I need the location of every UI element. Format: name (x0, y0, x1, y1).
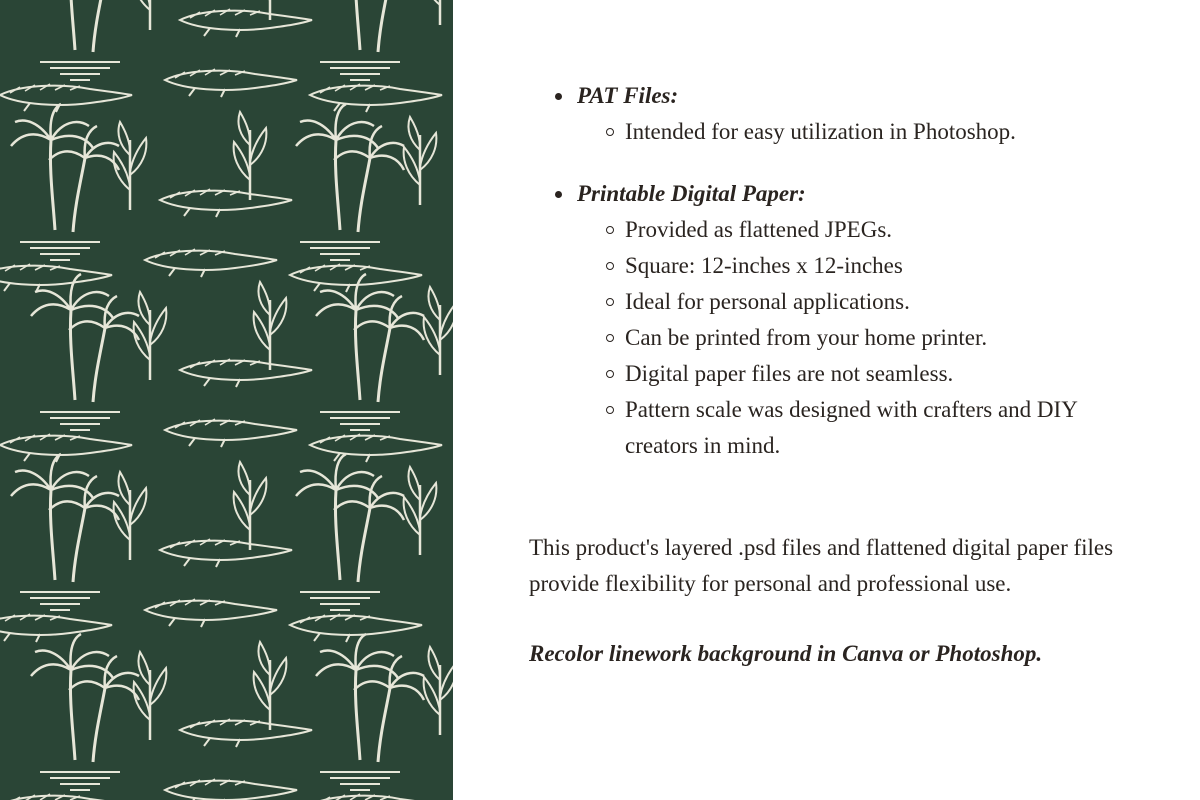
feature-pat-files (529, 78, 1169, 150)
product-details (529, 78, 1169, 672)
list-item: Intended for easy utilization in Photoshop. (625, 114, 1169, 150)
feature-list (529, 78, 1169, 464)
recolor-note: Recolor linework background in Canva or Photoshop. (529, 641, 1043, 666)
list-item: Pattern scale was designed with crafters and DIY creators in mind. (625, 392, 1095, 464)
product-description: This product's layered .psd files and flattened digital paper files provide flexibility for personal and professional use. (529, 535, 1114, 596)
feature-sub-list (577, 114, 1169, 150)
list-item: Can be printed from your home printer. (625, 320, 1169, 356)
list-item: Square: 12-inches x 12-inches (625, 248, 1169, 284)
pattern-illustration (0, 0, 453, 800)
feature-printable-paper (529, 176, 1169, 464)
list-item: Ideal for personal applications. (625, 284, 1169, 320)
feature-sub-list (577, 212, 1169, 464)
list-item: Provided as flattened JPEGs. (625, 212, 1169, 248)
feature-heading: Printable Digital Paper: (577, 181, 806, 206)
pattern-preview (0, 0, 453, 800)
feature-heading: PAT Files: (577, 83, 679, 108)
list-item: Digital paper files are not seamless. (625, 356, 1169, 392)
